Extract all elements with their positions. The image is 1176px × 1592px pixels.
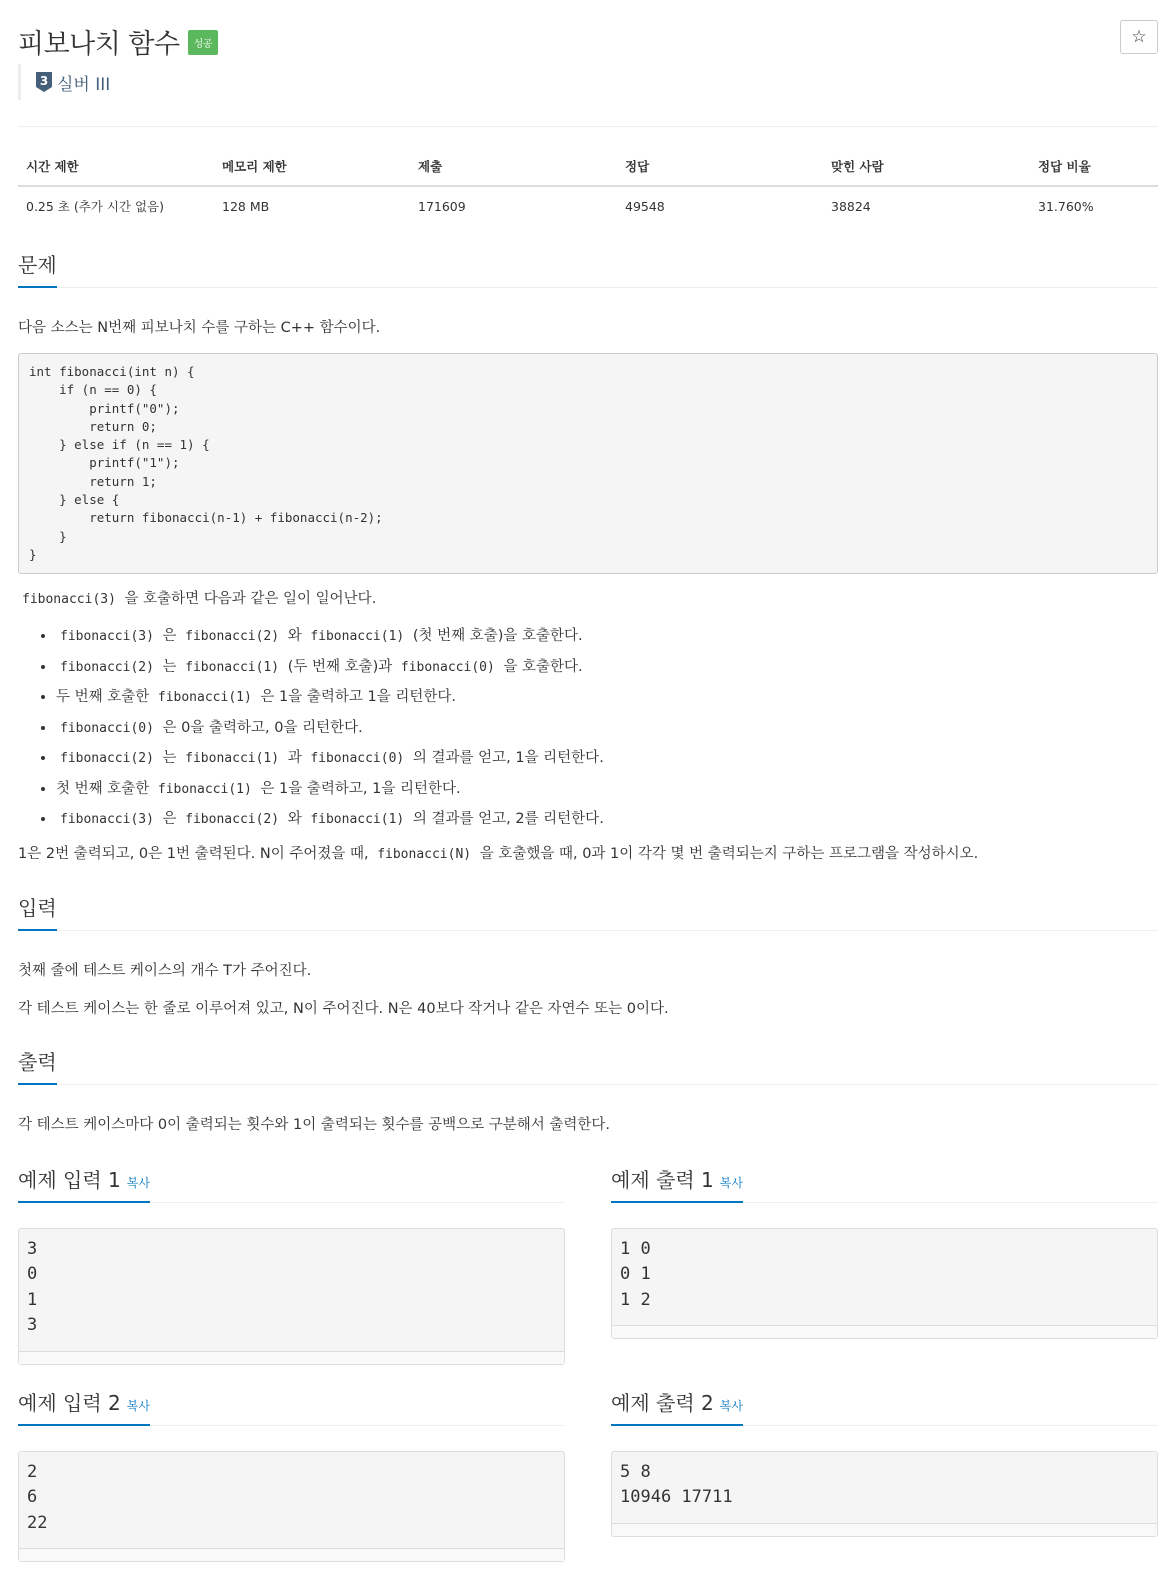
input-paragraph-2: 각 테스트 케이스는 한 줄로 이루어져 있고, N이 주어진다. N은 40보다 작거나 같은 자연수 또는 0이다. [18, 1000, 669, 1017]
list-text: (첫 번째 호출)을 호출한다. [412, 628, 583, 645]
copy-button[interactable]: 복사 [126, 1398, 150, 1413]
sample-title [611, 1387, 743, 1426]
inline-code: fibonacci(N) [377, 846, 472, 862]
list-item [56, 656, 1158, 687]
silver-tier-icon [35, 72, 53, 92]
samples-row-1 [18, 1164, 1158, 1365]
code-block: int fibonacci(int n) { if (n == 0) { printf("0"); return 0; } else if (n == 1) { printf("1"); return 1; } else { return fibonacci(n‐1) + fibonacci(n‐2); } } [18, 353, 1158, 574]
problem-info-table [18, 147, 1158, 225]
sample-header [611, 1387, 1158, 1427]
sample-title-text: 예제 출력 2 [611, 1390, 714, 1415]
inline-code: fibonacci(1) [157, 781, 252, 797]
output-section-header [18, 1046, 1158, 1086]
problem-heading: 문제 [18, 249, 57, 288]
sample-title-text: 예제 입력 2 [18, 1390, 121, 1415]
sample-output-2 [611, 1387, 1158, 1563]
list-text: 첫 번째 호출한 [56, 780, 150, 797]
list-text: (두 번째 호출)과 [287, 658, 393, 675]
list-item [56, 808, 1158, 839]
inline-code: fibonacci(1) [310, 812, 405, 828]
inline-code: fibonacci(2) [185, 629, 280, 645]
sample-title [18, 1164, 150, 1203]
problem-intro: 다음 소스는 N번째 피보나치 수를 구하는 C++ 함수이다. [18, 320, 381, 336]
section-divider [18, 930, 1158, 931]
list-text: 은 [162, 628, 177, 645]
list-item [56, 625, 1158, 656]
section-divider [18, 1084, 1158, 1085]
list-text: 은 0을 출력하고, 0을 리턴한다. [162, 719, 363, 736]
sample-title-text: 예제 입력 1 [18, 1167, 121, 1192]
samples-row-2 [18, 1387, 1158, 1563]
sample-input-1 [18, 1164, 565, 1365]
inline-code: fibonacci(3) [22, 592, 116, 608]
result-badge: 성공 [188, 30, 218, 55]
call-description [18, 588, 1158, 611]
sample-header [18, 1387, 565, 1427]
sample-box [611, 1451, 1158, 1537]
output-paragraph: 각 테스트 케이스마다 0이 출력되는 횟수와 1이 출력되는 횟수를 공백으로 구분해서 출력한다. [18, 1116, 611, 1133]
sample-title [611, 1164, 743, 1203]
inline-code: fibonacci(0) [400, 659, 495, 675]
sample-content[interactable]: 2 6 22 [27, 1461, 48, 1533]
sample-box [18, 1228, 565, 1365]
tier-label[interactable]: 실버 III [57, 74, 111, 95]
title-row [18, 0, 1158, 60]
sample-box-footer [19, 1548, 564, 1561]
sample-input-2 [18, 1387, 565, 1563]
header-divider [18, 126, 1158, 127]
inline-code: fibonacci(1) [310, 629, 405, 645]
list-item [56, 778, 1158, 809]
inline-code: fibonacci(3) [60, 629, 154, 645]
info-header-row [18, 147, 1158, 186]
list-text: 와 [287, 811, 302, 828]
sample-box [611, 1228, 1158, 1340]
problem-conclusion [18, 843, 1158, 866]
list-item [56, 717, 1158, 748]
sample-header [611, 1164, 1158, 1204]
info-header-ratio: 정답 비율 [1030, 147, 1158, 186]
list-text: 을 호출한다. [503, 658, 583, 675]
info-value-row [18, 186, 1158, 225]
inline-code: fibonacci(2) [60, 659, 154, 675]
list-text: 의 결과를 얻고, 1을 리턴한다. [412, 750, 604, 767]
sample-box-footer [19, 1351, 564, 1364]
conclusion-text: 1은 2번 출력되고, 0은 1번 출력된다. N이 주어졌을 때, [18, 845, 369, 862]
info-value-memory: 128 MB [222, 198, 270, 214]
copy-button[interactable]: 복사 [126, 1175, 150, 1190]
list-text: 는 [162, 750, 177, 767]
inline-code: fibonacci(2) [185, 812, 280, 828]
info-header-accepted: 정답 [617, 147, 823, 186]
inline-code: fibonacci(1) [157, 690, 252, 706]
inline-code: fibonacci(0) [60, 720, 154, 736]
tier-number: 3 [39, 74, 49, 88]
list-text: 는 [162, 658, 177, 675]
list-text: 과 [287, 750, 302, 767]
page-title [18, 22, 218, 61]
sample-title-text: 예제 출력 1 [611, 1167, 714, 1192]
inline-code: fibonacci(0) [310, 751, 405, 767]
tier-row [18, 64, 1158, 100]
inline-code: fibonacci(2) [60, 751, 154, 767]
info-value-ratio: 31.760% [1038, 198, 1094, 214]
info-value-solvers: 38824 [831, 198, 871, 214]
info-header-time: 시간 제한 [18, 147, 214, 186]
star-button[interactable]: ☆ [1120, 20, 1158, 54]
call-trace-list [18, 625, 1158, 839]
input-section-header [18, 892, 1158, 932]
sample-content[interactable]: 3 0 1 3 [27, 1238, 38, 1336]
copy-button[interactable]: 복사 [719, 1398, 743, 1413]
list-text: 와 [287, 628, 302, 645]
output-heading: 출력 [18, 1046, 57, 1085]
list-item [56, 747, 1158, 778]
info-value-submissions: 171609 [418, 198, 466, 214]
inline-code: fibonacci(3) [60, 812, 154, 828]
sample-box-footer [612, 1523, 1157, 1536]
conclusion-text: 을 호출했을 때, 0과 1이 각각 몇 번 출력되는지 구하는 프로그램을 작성하시오. [479, 845, 979, 862]
problem-page [18, 0, 1158, 1562]
info-value-accepted: 49548 [625, 198, 665, 214]
list-text: 은 1을 출력하고 1을 리턴한다. [260, 689, 456, 706]
list-text: 은 1을 출력하고, 1을 리턴한다. [260, 780, 461, 797]
sample-output-1 [611, 1164, 1158, 1365]
section-divider [18, 287, 1158, 288]
list-text: 은 [162, 811, 177, 828]
list-text: 의 결과를 얻고, 2를 리턴한다. [412, 811, 604, 828]
info-header-memory: 메모리 제한 [214, 147, 410, 186]
sample-title [18, 1387, 150, 1426]
input-paragraph-1: 첫째 줄에 테스트 케이스의 개수 T가 주어진다. [18, 962, 312, 979]
inline-code: fibonacci(1) [185, 659, 280, 675]
list-item [56, 686, 1158, 717]
copy-button[interactable]: 복사 [719, 1175, 743, 1190]
sample-content[interactable]: 5 8 10946 17711 [620, 1461, 733, 1508]
problem-title: 피보나치 함수 [18, 29, 180, 60]
call-text: 을 호출하면 다음과 같은 일이 일어난다. [124, 591, 377, 608]
list-text: 두 번째 호출한 [56, 689, 150, 706]
sample-header [18, 1164, 565, 1204]
sample-box-footer [612, 1325, 1157, 1338]
input-heading: 입력 [18, 892, 57, 931]
sample-content[interactable]: 1 0 0 1 1 2 [620, 1238, 651, 1310]
sample-box [18, 1451, 565, 1563]
info-header-submissions: 제출 [410, 147, 617, 186]
problem-section-header [18, 249, 1158, 289]
inline-code: fibonacci(1) [185, 751, 280, 767]
info-value-time: 0.25 초 (추가 시간 없음) [26, 199, 165, 214]
info-header-solvers: 맞힌 사람 [823, 147, 1030, 186]
